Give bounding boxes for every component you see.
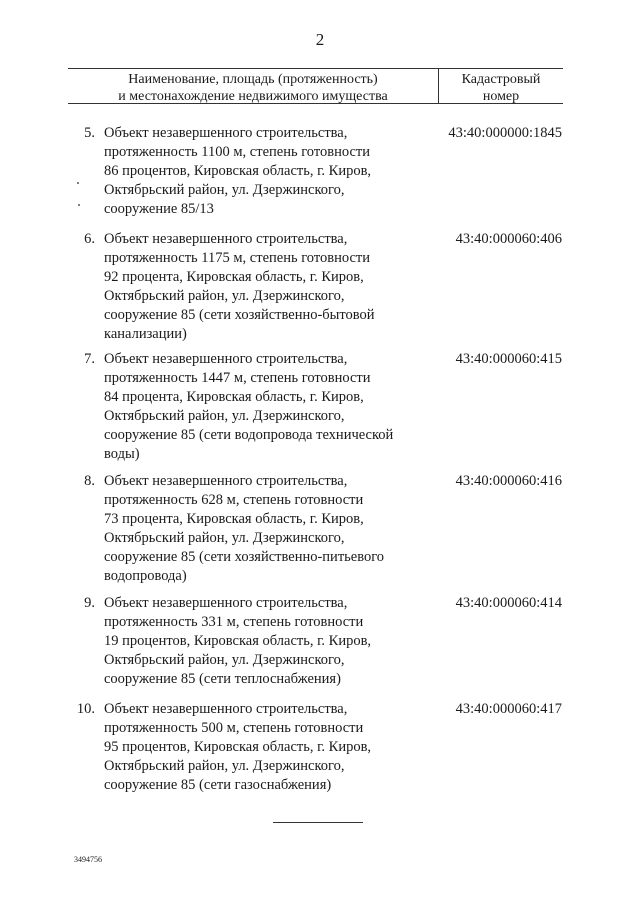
entry-description-line: канализации) — [104, 326, 187, 342]
entry-description-line: 84 процента, Кировская область, г. Киров, — [104, 389, 364, 405]
entry-number: 6. — [84, 231, 95, 247]
table-header — [68, 68, 563, 104]
entry-description-line: Октябрьский район, ул. Дзержинского, — [104, 182, 345, 198]
entry-cadastral-number: 43:40:000060:416 — [455, 473, 562, 489]
entry-description-line: протяженность 1447 м, степень готовности — [104, 370, 371, 386]
entry-cadastral-number: 43:40:000060:415 — [455, 351, 562, 367]
header-cadastral-line: номер — [482, 89, 520, 104]
entry-description-line: Объект незавершенного строительства, — [104, 473, 348, 489]
page-number: 2 — [315, 30, 325, 49]
header-name-line: Наименование, площадь (протяженность) — [128, 72, 378, 87]
header-cadastral-line: Кадастровый — [461, 72, 541, 87]
header-name-line: и местонахождение недвижимого имущества — [118, 89, 388, 104]
scan-speck — [78, 204, 80, 206]
entry-description-line: Объект незавершенного строительства, — [104, 351, 348, 367]
scan-speck — [77, 182, 79, 184]
entry-description-line: сооружение 85 (сети хозяйственно-питьевого — [104, 549, 385, 565]
entry-description — [104, 230, 424, 344]
entry-description-line: водопровода) — [104, 568, 187, 584]
entry-description — [104, 700, 424, 795]
entry-description-line: 19 процентов, Кировская область, г. Киров, — [104, 633, 372, 649]
entry-description-line: сооружение 85 (сети водопровода технической — [104, 427, 394, 443]
entry-number: 9. — [84, 595, 95, 611]
entry-description-line: протяженность 1175 м, степень готовности — [104, 250, 370, 266]
entry-description-line: воды) — [104, 446, 140, 462]
header-cadastral-column — [439, 71, 563, 105]
entry-description-line: Объект незавершенного строительства, — [104, 125, 348, 141]
entry-cadastral-number: 43:40:000060:417 — [455, 701, 562, 717]
entry-number: 7. — [84, 351, 95, 367]
entry-description-line: Объект незавершенного строительства, — [104, 595, 348, 611]
entry-description-line: Объект незавершенного строительства, — [104, 231, 348, 247]
entry-description — [104, 472, 424, 586]
entry-description-line: протяженность 1100 м, степень готовности — [104, 144, 370, 160]
entry-description-line: Объект незавершенного строительства, — [104, 701, 348, 717]
entry-number: 5. — [84, 125, 95, 141]
entry-description — [104, 594, 424, 689]
entry-cadastral-number: 43:40:000060:406 — [455, 231, 562, 247]
entry-description-line: Октябрьский район, ул. Дзержинского, — [104, 652, 345, 668]
header-name-column — [68, 71, 438, 105]
document-code: 3494756 — [74, 855, 102, 864]
entry-description-line: протяженность 500 м, степень готовности — [104, 720, 364, 736]
entry-description-line: протяженность 628 м, степень готовности — [104, 492, 364, 508]
entry-description-line: протяженность 331 м, степень готовности — [104, 614, 364, 630]
entry-description-line: Октябрьский район, ул. Дзержинского, — [104, 408, 345, 424]
entry-number: 8. — [84, 473, 95, 489]
entry-description-line: 92 процента, Кировская область, г. Киров, — [104, 269, 364, 285]
entry-description-line: сооружение 85 (сети теплоснабжения) — [104, 671, 341, 687]
entry-description — [104, 350, 424, 464]
entry-description-line: 73 процента, Кировская область, г. Киров, — [104, 511, 364, 527]
entry-description-line: 95 процентов, Кировская область, г. Киров, — [104, 739, 372, 755]
entry-description-line: Октябрьский район, ул. Дзержинского, — [104, 288, 345, 304]
entry-cadastral-number: 43:40:000000:1845 — [448, 125, 562, 141]
entry-cadastral-number: 43:40:000060:414 — [455, 595, 562, 611]
entry-number: 10. — [76, 701, 95, 717]
closing-rule — [273, 822, 363, 823]
entry-description-line: сооружение 85/13 — [104, 201, 214, 217]
entry-description-line: Октябрьский район, ул. Дзержинского, — [104, 530, 345, 546]
entry-description — [104, 124, 424, 219]
entry-description-line: Октябрьский район, ул. Дзержинского, — [104, 758, 345, 774]
entry-description-line: сооружение 85 (сети газоснабжения) — [104, 777, 332, 793]
entry-description-line: сооружение 85 (сети хозяйственно-бытовой — [104, 307, 375, 323]
entry-description-line: 86 процентов, Кировская область, г. Киров, — [104, 163, 372, 179]
